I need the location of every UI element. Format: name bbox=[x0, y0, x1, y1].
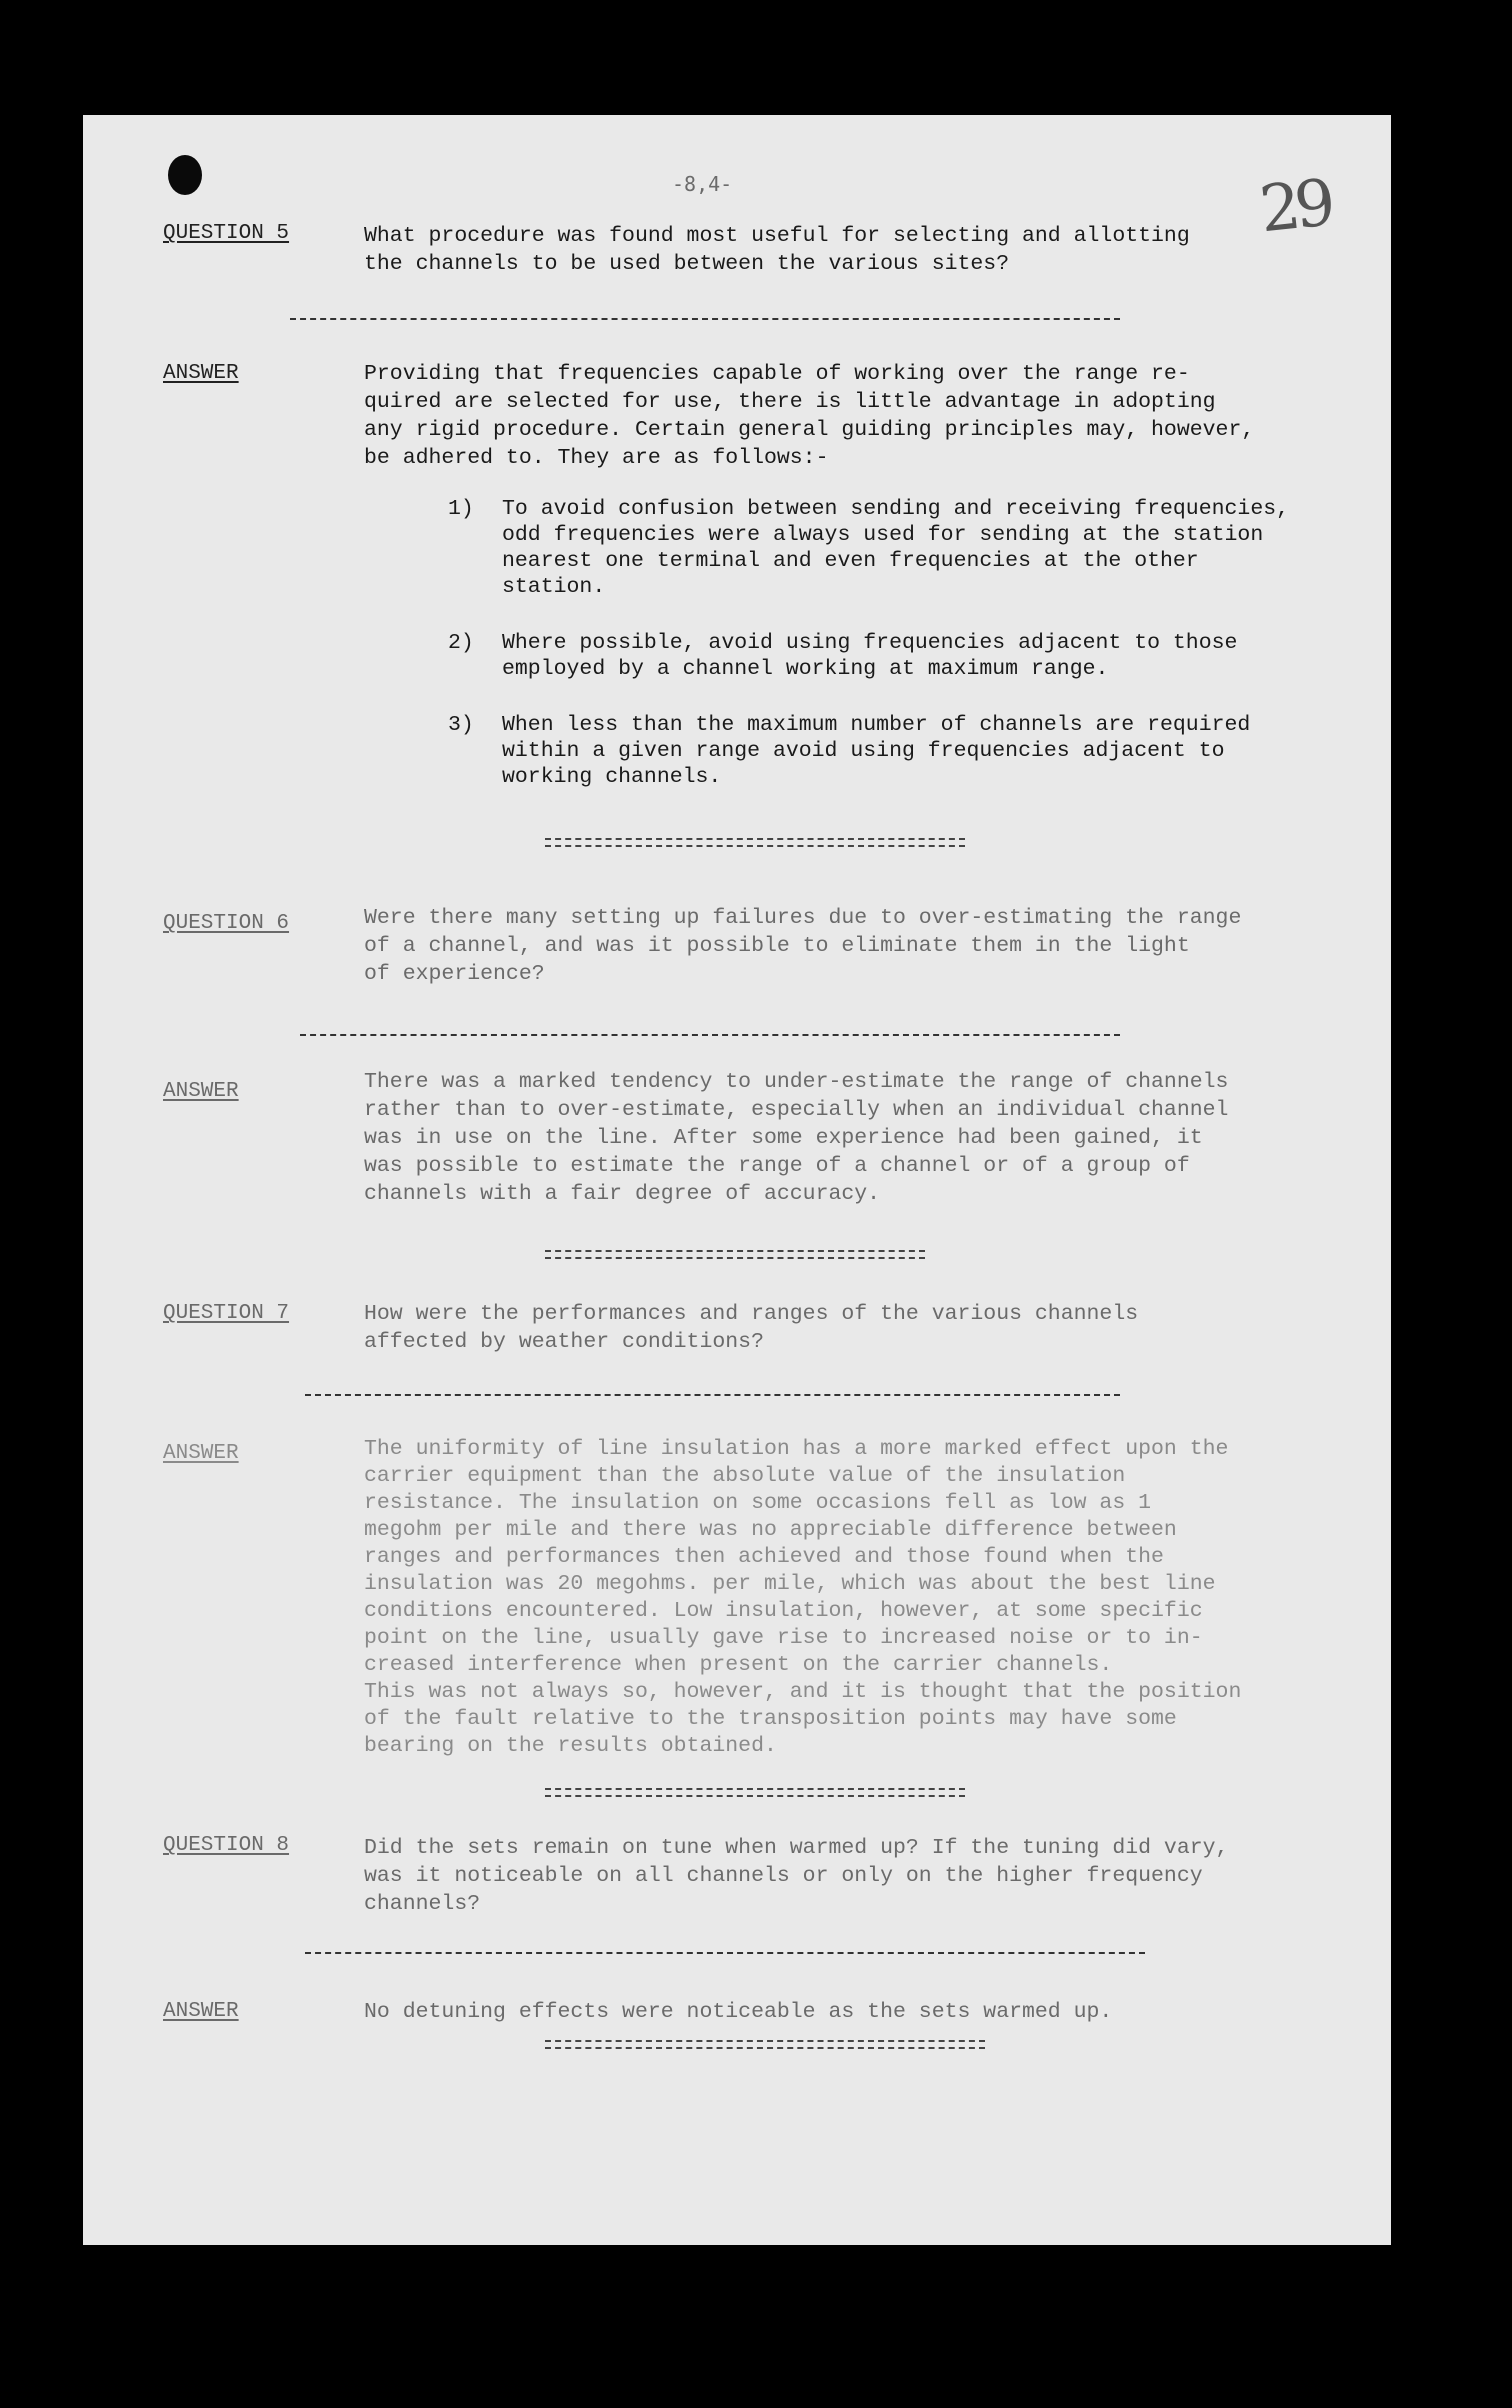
item-number: 2) bbox=[448, 631, 474, 655]
answer-8-label: ANSWER bbox=[163, 2000, 239, 2023]
section-end-rule bbox=[545, 838, 965, 847]
question-5-text: What procedure was found most useful for selecting and allotting the channels to be used between the various sites? bbox=[364, 224, 1190, 276]
answer-6-text: There was a marked tendency to under-estimate the range of channels rather than to over-estimate, especially when an individual channel was in use on the line. After some experience had been gained, it was possible to estimate the range of a channel or of a group of channels with a fair degree of accuracy. bbox=[364, 1070, 1229, 1206]
question-5-label: QUESTION 5 bbox=[163, 222, 290, 245]
answer-7-text: The uniformity of line insulation has a more marked effect upon the carrier equipment than the absolute value of the insulation resistance. The insulation on some occasions fell as low as 1 megohm per mile and there was no appreciable difference between ranges and performances then achieved and those found when the insulation was 20 megohms. per mile, which was about the best line conditions encountered. Low insulation, however, at some specific point on the line, usually gave rise to increased noise or to in- creased interference when present on the carrier channels. This was not always so, however, and it is thought that the position of the fault relative to the transposition points may have some bearing on the results obtained. bbox=[364, 1437, 1242, 1758]
answer-8-text: No detuning effects were noticeable as the sets warmed up. bbox=[364, 2000, 1113, 2024]
item-text: To avoid confusion between sending and receiving frequencies, odd frequencies were always used for sending at the station nearest one terminal and even frequencies at the other station. bbox=[502, 497, 1290, 599]
separator-rule bbox=[305, 1952, 1145, 1954]
answer-6-label: ANSWER bbox=[163, 1080, 239, 1103]
question-7-label: QUESTION 7 bbox=[163, 1302, 290, 1325]
section-end-rule bbox=[545, 1250, 925, 1259]
question-8-text: Did the sets remain on tune when warmed up? If the tuning did vary, was it noticeable on all channels or only on the higher frequency channels? bbox=[364, 1836, 1229, 1916]
separator-rule bbox=[290, 318, 1120, 320]
question-8-label: QUESTION 8 bbox=[163, 1834, 290, 1857]
item-text: Where possible, avoid using frequencies adjacent to those employed by a channel working at maximum range. bbox=[502, 631, 1238, 681]
question-6-text: Were there many setting up failures due to over-estimating the range of a channel, and was it possible to eliminate them in the light of experience? bbox=[364, 906, 1242, 986]
answer-7-label: ANSWER bbox=[163, 1442, 239, 1465]
separator-rule bbox=[305, 1394, 1120, 1396]
question-6-label: QUESTION 6 bbox=[163, 912, 290, 935]
answer-5-label: ANSWER bbox=[163, 362, 239, 385]
handwritten-folio-number: 29 bbox=[1256, 166, 1334, 248]
section-end-rule bbox=[545, 1788, 965, 1797]
page-number: -8,4- bbox=[672, 172, 733, 196]
item-text: When less than the maximum number of channels are required within a given range avoid using frequencies adjacent to working channels. bbox=[502, 713, 1251, 789]
section-end-rule bbox=[545, 2040, 985, 2049]
item-number: 1) bbox=[448, 497, 474, 521]
item-number: 3) bbox=[448, 713, 474, 737]
punch-hole bbox=[168, 155, 202, 195]
separator-rule bbox=[300, 1034, 1120, 1036]
question-7-text: How were the performances and ranges of the various channels affected by weather conditions? bbox=[364, 1302, 1139, 1354]
answer-5-text: Providing that frequencies capable of working over the range re- quired are selected for use, there is little advantage in adopting any rigid procedure. Certain general guiding principles may, however, be adhered to. They are as follows:- bbox=[364, 362, 1255, 470]
